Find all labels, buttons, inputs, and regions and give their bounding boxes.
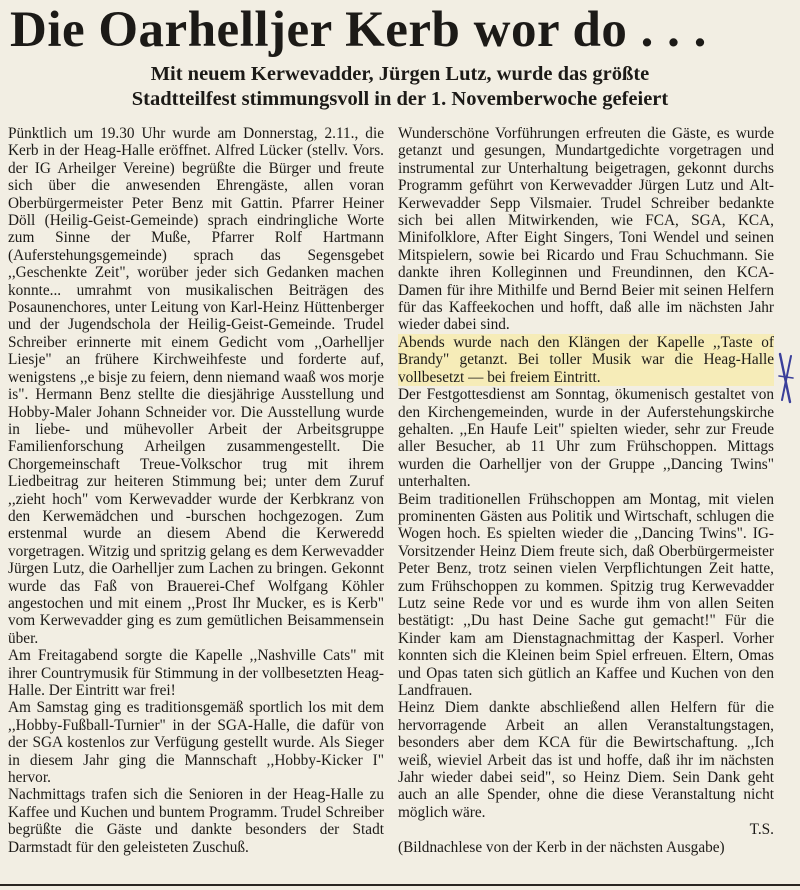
footnote: (Bildnachlese von der Kerb in der nächsten Ausgabe) bbox=[398, 838, 725, 856]
right-column bbox=[398, 125, 774, 856]
paragraph-friday: Am Freitagabend sorgte die Kapelle ,,Nashville Cats" mit ihrer Countrymusik für Stimmung in der vollbesetzten Heag-Halle. Der Eintritt war frei! bbox=[8, 647, 384, 699]
bottom-rule bbox=[0, 884, 800, 886]
pen-cross-mark-icon bbox=[776, 352, 796, 409]
paragraph-seniors: Nachmittags trafen sich die Senioren in der Heag-Halle zu Kaffee und Kuchen und buntem Programm. Trudel Schreiber begrüßte die Gäste und dankte besonders der Stadt Darmstadt für den geleisteten Zuschuß. bbox=[8, 786, 384, 856]
left-column bbox=[8, 125, 384, 856]
headline: Die Oarhelljer Kerb wor do . . . bbox=[10, 2, 707, 58]
paragraph-performances: Wunderschöne Vorführungen erfreuten die Gäste, es wurde getanzt und gesungen, Mundartgedichte vorgetragen und instrumental zur Unterhaltung beigetragen, gekonnt durchs Programm geführt von Kerwevadder Jürgen Lutz und Alt-Kerwevadder Sepp Vilsmaier. Trudel Schreiber bedankte sich bei allen Mitwirkenden, wie FCA, SGA, KCA, Minifolklore, After Eight Singers, Toni Wendel und seinen Mitspielern, sowie bei Ricardo und Frau Schuchmann. Sie dankte ihren Kolleginnen und Freundinnen, den KCA-Damen für ihre Mithilfe und Bernd Beier mit seinen Helfern für das Kaffeekochen und hofft, daß alle im nächsten Jahr wieder dabei sind. bbox=[398, 125, 774, 334]
paragraph-saturday: Am Samstag ging es traditionsgemäß sportlich los mit dem ,,Hobby-Fußball-Turnier" in der SGA-Halle, die dafür von der SGA kostenlos zur Verfügung gestellt wurde. Als Sieger in diesem Jahr ging die Mannschaft ,,Hobby-Kicker I" hervor. bbox=[8, 699, 384, 787]
paragraph-evening-highlighted: Abends wurde nach den Klängen der Kapelle ,,Taste of Brandy" getanzt. Bei toller Musik war die Heag-Halle vollbesetzt — bei freiem Eintritt. bbox=[398, 333, 774, 386]
subheadline-line-2: Stadtteilfest stimmungsvoll in der 1. Novemberwoche gefeiert bbox=[131, 88, 669, 110]
paragraph-thanks: Heinz Diem dankte abschließend allen Helfern für die hervorragende Arbeit an allen Veranstaltungstagen, besonders aber dem KCA für die Bewirtschaftung. ,,Ich weiß, wieviel Arbeit das ist und hoffe, daß ihr im nächsten Jahr wieder dabei seid", so Heinz Diem. Sein Dank geht auch an alle Spender, ohne die diese Veranstaltung nicht möglich wäre. bbox=[398, 699, 774, 821]
subheadline-line-1: Mit neuem Kerwevadder, Jürgen Lutz, wurde das größte bbox=[150, 63, 650, 85]
signature: T.S. bbox=[749, 821, 774, 839]
subheadline bbox=[0, 62, 800, 112]
paragraph-sunday: Der Festgottesdienst am Sonntag, ökumenisch gestaltet von den Kirchengemeinden, wurde in der Auferstehungskirche gehalten. ,,En Haufe Leit" spielten wieder, sehr zur Freude aller Besucher, ab 11 Uhr zum Frühschoppen. Mittags wurden die Oarhelljer von der Gruppe ,,Dancing Twins" unterhalten. bbox=[398, 386, 774, 491]
paragraph-opening: Pünktlich um 19.30 Uhr wurde am Donnerstag, 2.11., die Kerb in der Heag-Halle eröffnet. Alfred Lücker (stellv. Vors. der IG Arheilger Vereine) begrüßte die Bürger und freute sich über die anwesenden Ehrengäste, allen voran Oberbürgermeister Peter Benz mit Gattin. Pfarrer Heiner Döll (Heilig-Geist-Gemeinde) sprach eindringliche Worte zum Sinne der Muße, Pfarrer Rolf Hartmann (Auferstehungsgemeinde) sprach das Segensgebet ,,Geschenkte Zeit", worüber jeder sich Gedanken machen konnte... umrahmt von musikalischen Beiträgen des Posaunenchores, unter Leitung von Karl-Heinz Hüttenberger und der Jugendschola der Heilig-Geist-Gemeinde. Trudel Schreiber erinnerte mit einem Gedicht vom ,,Oarhelljer Liesje" an frühere Kirchweihfeste und forderte auf, wenigstens ,,e bisje zu feiern, denn niemand waaß wos morje is". Hermann Benz stellte die diesjährige Ausstellung und Hobby-Maler Johann Schneider vor. Die Ausstellung wurde in liebe- und mühevoller Arbeit der Arbeitsgruppe Familienforschung Arheilgen zusammengestellt. Die Chorgemeinschaft Treue-Volkschor trug mit ihrem Liedbeitrag zur heiteren Stimmung bei; unter dem Zuruf ,,zieht hoch" vom Kerwevadder wurde der Kerbkranz von den Kerwemädchen und -burschen hochgezogen. Zum erstenmal wurde an diesem Abend die Kerweredd vorgetragen. Witzig und spritzig gelang es dem Kerwevadder Jürgen Lutz, die Oarhelljer zum Lachen zu bringen. Gekonnt wurde das Faß von Brauerei-Chef Wolfgang Köhler angestochen und mit einem ,,Prost Ihr Mucker, es is Kerb" vom Kerwevadder ging es zum gemütlichen Beisammensein über. bbox=[8, 125, 384, 647]
signature-row bbox=[398, 821, 774, 838]
paragraph-monday: Beim traditionellen Frühschoppen am Montag, mit vielen prominenten Gästen aus Politik und Wirtschaft, schlugen die Wogen hoch. Es spielten wieder die ,,Dancing Twins". IG-Vorsitzender Heinz Diem freute sich, daß Oberbürgermeister Peter Benz, trotz seinen vielen Verpflichtungen Zeit hatte, zum Frühschoppen zu kommen. Spitzig trug Kerwevadder Lutz seine Rede vor und es wurde ihm von allen Seiten bestätigt: ,,Du hast Deine Sache gut gemacht!" Für die Kinder kam am Dienstagnachmittag der Kasperl. Vorher konnten sich die Kleinen beim Spiel erfreuen. Eltern, Omas und Opas taten sich gütlich an Kaffee und Kuchen von den Landfrauen. bbox=[398, 490, 774, 699]
